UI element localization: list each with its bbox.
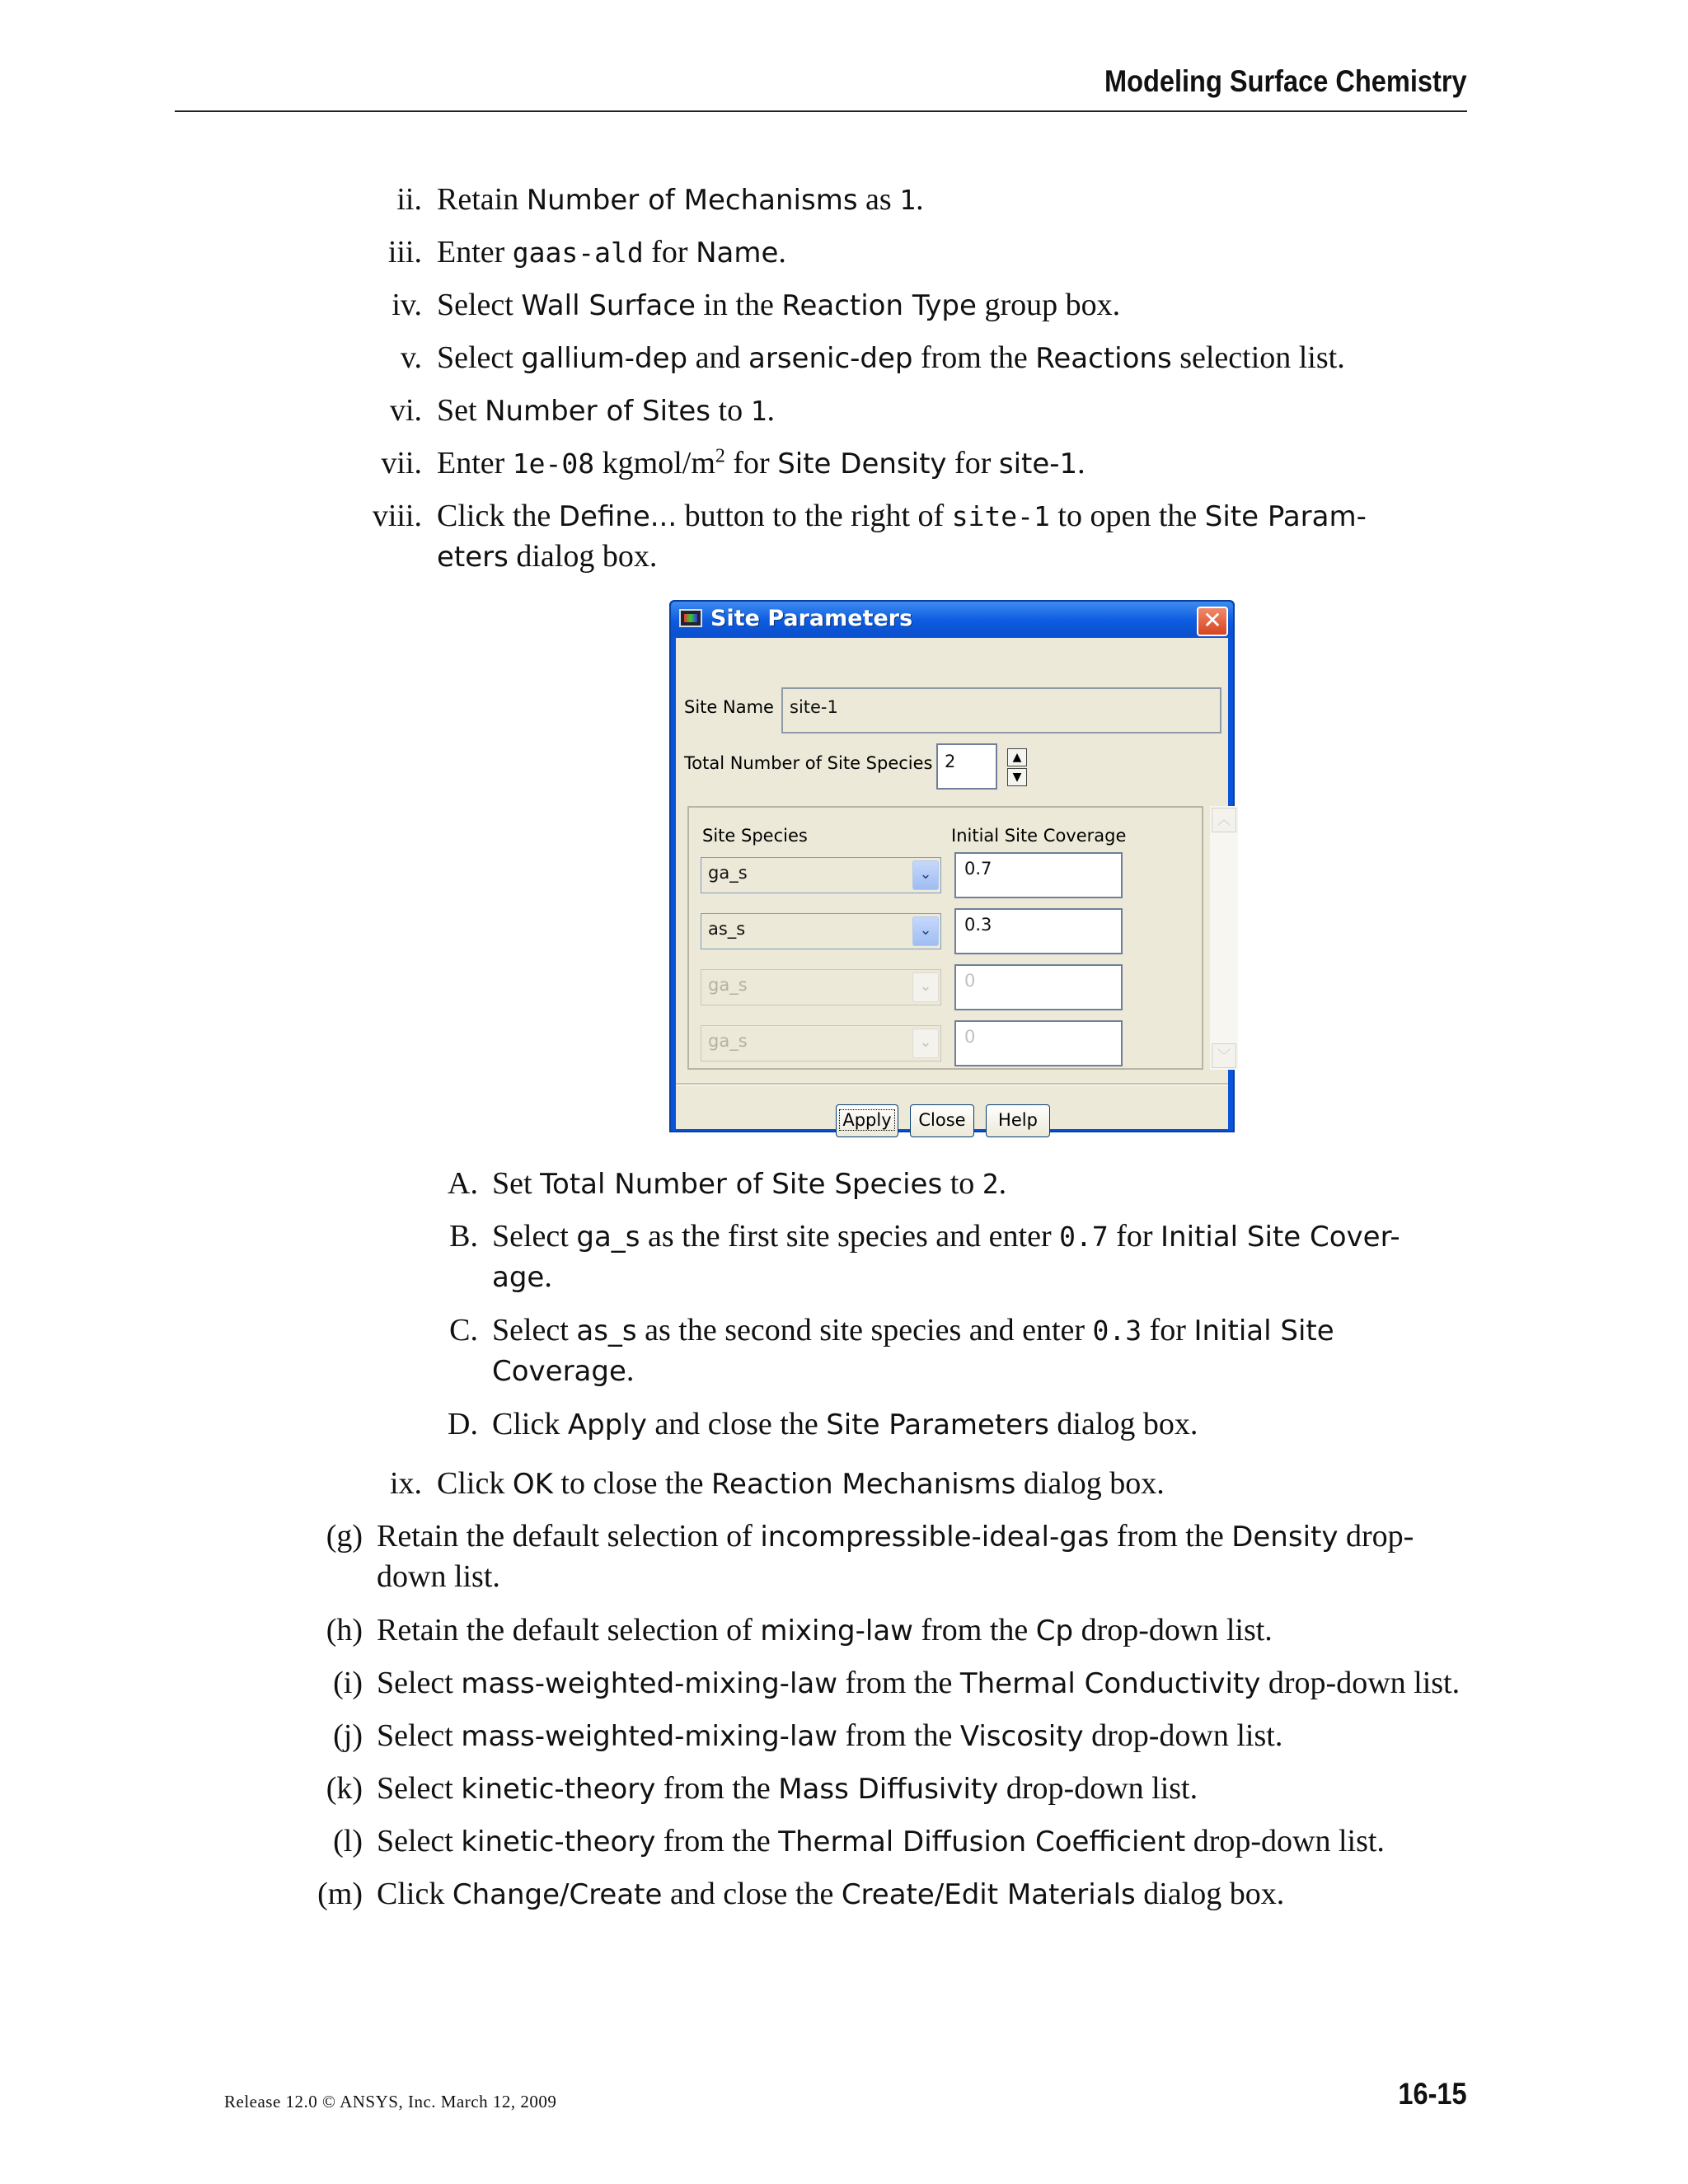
item-h: Retain the default selection of mixing-law from the Cp drop-down list.	[377, 1613, 1273, 1647]
total-species-input[interactable]	[936, 743, 997, 790]
help-button[interactable]: Help	[986, 1104, 1050, 1137]
step-number: ix.	[389, 1466, 422, 1501]
step-number: ii.	[396, 182, 422, 217]
species-value: ga_s	[708, 1031, 748, 1051]
item-label: (j)	[333, 1718, 363, 1753]
species-value: ga_s	[708, 975, 748, 995]
item-label: (l)	[333, 1824, 363, 1858]
dialog-title: Site Parameters	[710, 606, 913, 631]
item-label: (h)	[326, 1613, 363, 1647]
step-number: iv.	[392, 288, 422, 322]
step-number: v.	[400, 340, 422, 375]
step-ii: Retain Number of Mechanisms as 1.	[437, 182, 924, 217]
page-number: 16-15	[1398, 2077, 1467, 2111]
coverage-value: 0	[964, 1027, 976, 1047]
site-name-field	[781, 687, 1221, 733]
initial-coverage-input-disabled	[954, 964, 1123, 1010]
spin-down-icon[interactable]: ▼	[1007, 768, 1027, 786]
substep-a: Set Total Number of Site Species to 2.	[492, 1166, 1007, 1201]
step-v: Select gallium-dep and arsenic-dep from the Reactions selection list.	[437, 340, 1345, 375]
step-number: vii.	[381, 446, 422, 480]
step-ix: Click OK to close the Reaction Mechanisms dialog box.	[437, 1466, 1165, 1501]
item-k: Select kinetic-theory from the Mass Diffusivity drop-down list.	[377, 1771, 1198, 1806]
step-vi: Set Number of Sites to 1.	[437, 393, 775, 428]
coverage-value: 0.7	[964, 859, 992, 879]
total-species-value: 2	[945, 752, 956, 771]
divider	[676, 1083, 1228, 1085]
species-value: as_s	[708, 919, 746, 939]
step-vii: Enter 1e-08 kgmol/$m^2$ for Site Density for site-1.	[437, 445, 1085, 480]
coverage-value: 0.3	[964, 915, 992, 935]
chevron-down-icon: ⌄	[912, 1029, 939, 1058]
scroll-up-icon[interactable]: ︿	[1212, 808, 1236, 832]
chevron-down-icon: ⌄	[912, 860, 939, 890]
substep-b: Select ga_s as the first site species and enter 0.7 for Initial Site Cover- age.	[492, 1219, 1400, 1294]
close-icon[interactable]: ✕	[1197, 607, 1228, 636]
initial-coverage-input[interactable]	[954, 908, 1123, 954]
step-viii: Click the Define... button to the right of site-1 to open the Site Param- eters dialog box.	[437, 499, 1367, 574]
footer-release: Release 12.0 © ANSYS, Inc. March 12, 2009	[224, 2092, 557, 2111]
substep-letter: A.	[448, 1166, 478, 1201]
scroll-down-icon[interactable]: ﹀	[1212, 1043, 1236, 1068]
site-species-dropdown-disabled	[701, 1025, 941, 1062]
item-label: (m)	[317, 1877, 363, 1911]
total-species-label: Total Number of Site Species	[684, 753, 933, 773]
page-header	[175, 58, 1467, 112]
item-j: Select mass-weighted-mixing-law from the Viscosity drop-down list.	[377, 1718, 1283, 1753]
item-label: (g)	[326, 1519, 363, 1554]
close-button[interactable]: Close	[910, 1104, 974, 1137]
initial-coverage-input[interactable]	[954, 852, 1123, 898]
substep-c: Select as_s as the second site species and enter 0.3 for Initial Site Coverage.	[492, 1313, 1334, 1388]
step-number: viii.	[372, 499, 422, 533]
coverage-value: 0	[964, 971, 976, 991]
substep-letter: D.	[448, 1407, 478, 1441]
item-g: Retain the default selection of incompressible-ideal-gas from the Density drop- down list.	[377, 1519, 1414, 1594]
app-icon	[679, 609, 702, 627]
item-i: Select mass-weighted-mixing-law from the Thermal Conductivity drop-down list.	[377, 1666, 1461, 1700]
site-name-value: site-1	[790, 697, 838, 717]
apply-button[interactable]	[836, 1104, 898, 1137]
substep-d: Click Apply and close the Site Parameters dialog box.	[492, 1407, 1198, 1441]
apply-label: Apply	[840, 1110, 893, 1130]
vertical-scrollbar[interactable]	[1210, 806, 1238, 1070]
chevron-down-icon: ⌄	[912, 916, 939, 946]
item-l: Select kinetic-theory from the Thermal Diffusion Coefficient drop-down list.	[377, 1824, 1385, 1858]
dialog-body	[676, 638, 1231, 1130]
item-label: (k)	[326, 1771, 363, 1806]
initial-coverage-input-disabled	[954, 1020, 1123, 1066]
site-species-dropdown[interactable]	[701, 857, 941, 893]
item-m: Click Change/Create and close the Create/Edit Materials dialog box.	[377, 1877, 1285, 1911]
species-value: ga_s	[708, 863, 748, 883]
step-iv: Select Wall Surface in the Reaction Type group box.	[437, 288, 1121, 322]
spin-up-icon[interactable]: ▲	[1007, 748, 1027, 766]
chevron-down-icon: ⌄	[912, 972, 939, 1002]
site-species-panel	[687, 806, 1203, 1070]
substep-letter: C.	[449, 1313, 478, 1347]
site-parameters-dialog	[669, 600, 1235, 1132]
step-number: vi.	[389, 393, 422, 428]
substep-letter: B.	[449, 1219, 478, 1254]
chapter-title: Modeling Surface Chemistry	[1104, 64, 1467, 98]
site-name-label: Site Name	[684, 697, 774, 717]
dialog-titlebar[interactable]	[671, 602, 1233, 636]
item-label: (i)	[333, 1666, 363, 1700]
step-iii: Enter gaas-ald for Name.	[437, 235, 786, 269]
site-species-dropdown-disabled	[701, 969, 941, 1005]
column-header-site-species: Site Species	[702, 826, 808, 846]
step-number: iii.	[387, 235, 422, 269]
column-header-initial-coverage: Initial Site Coverage	[951, 826, 1127, 846]
site-species-dropdown[interactable]	[701, 913, 941, 949]
